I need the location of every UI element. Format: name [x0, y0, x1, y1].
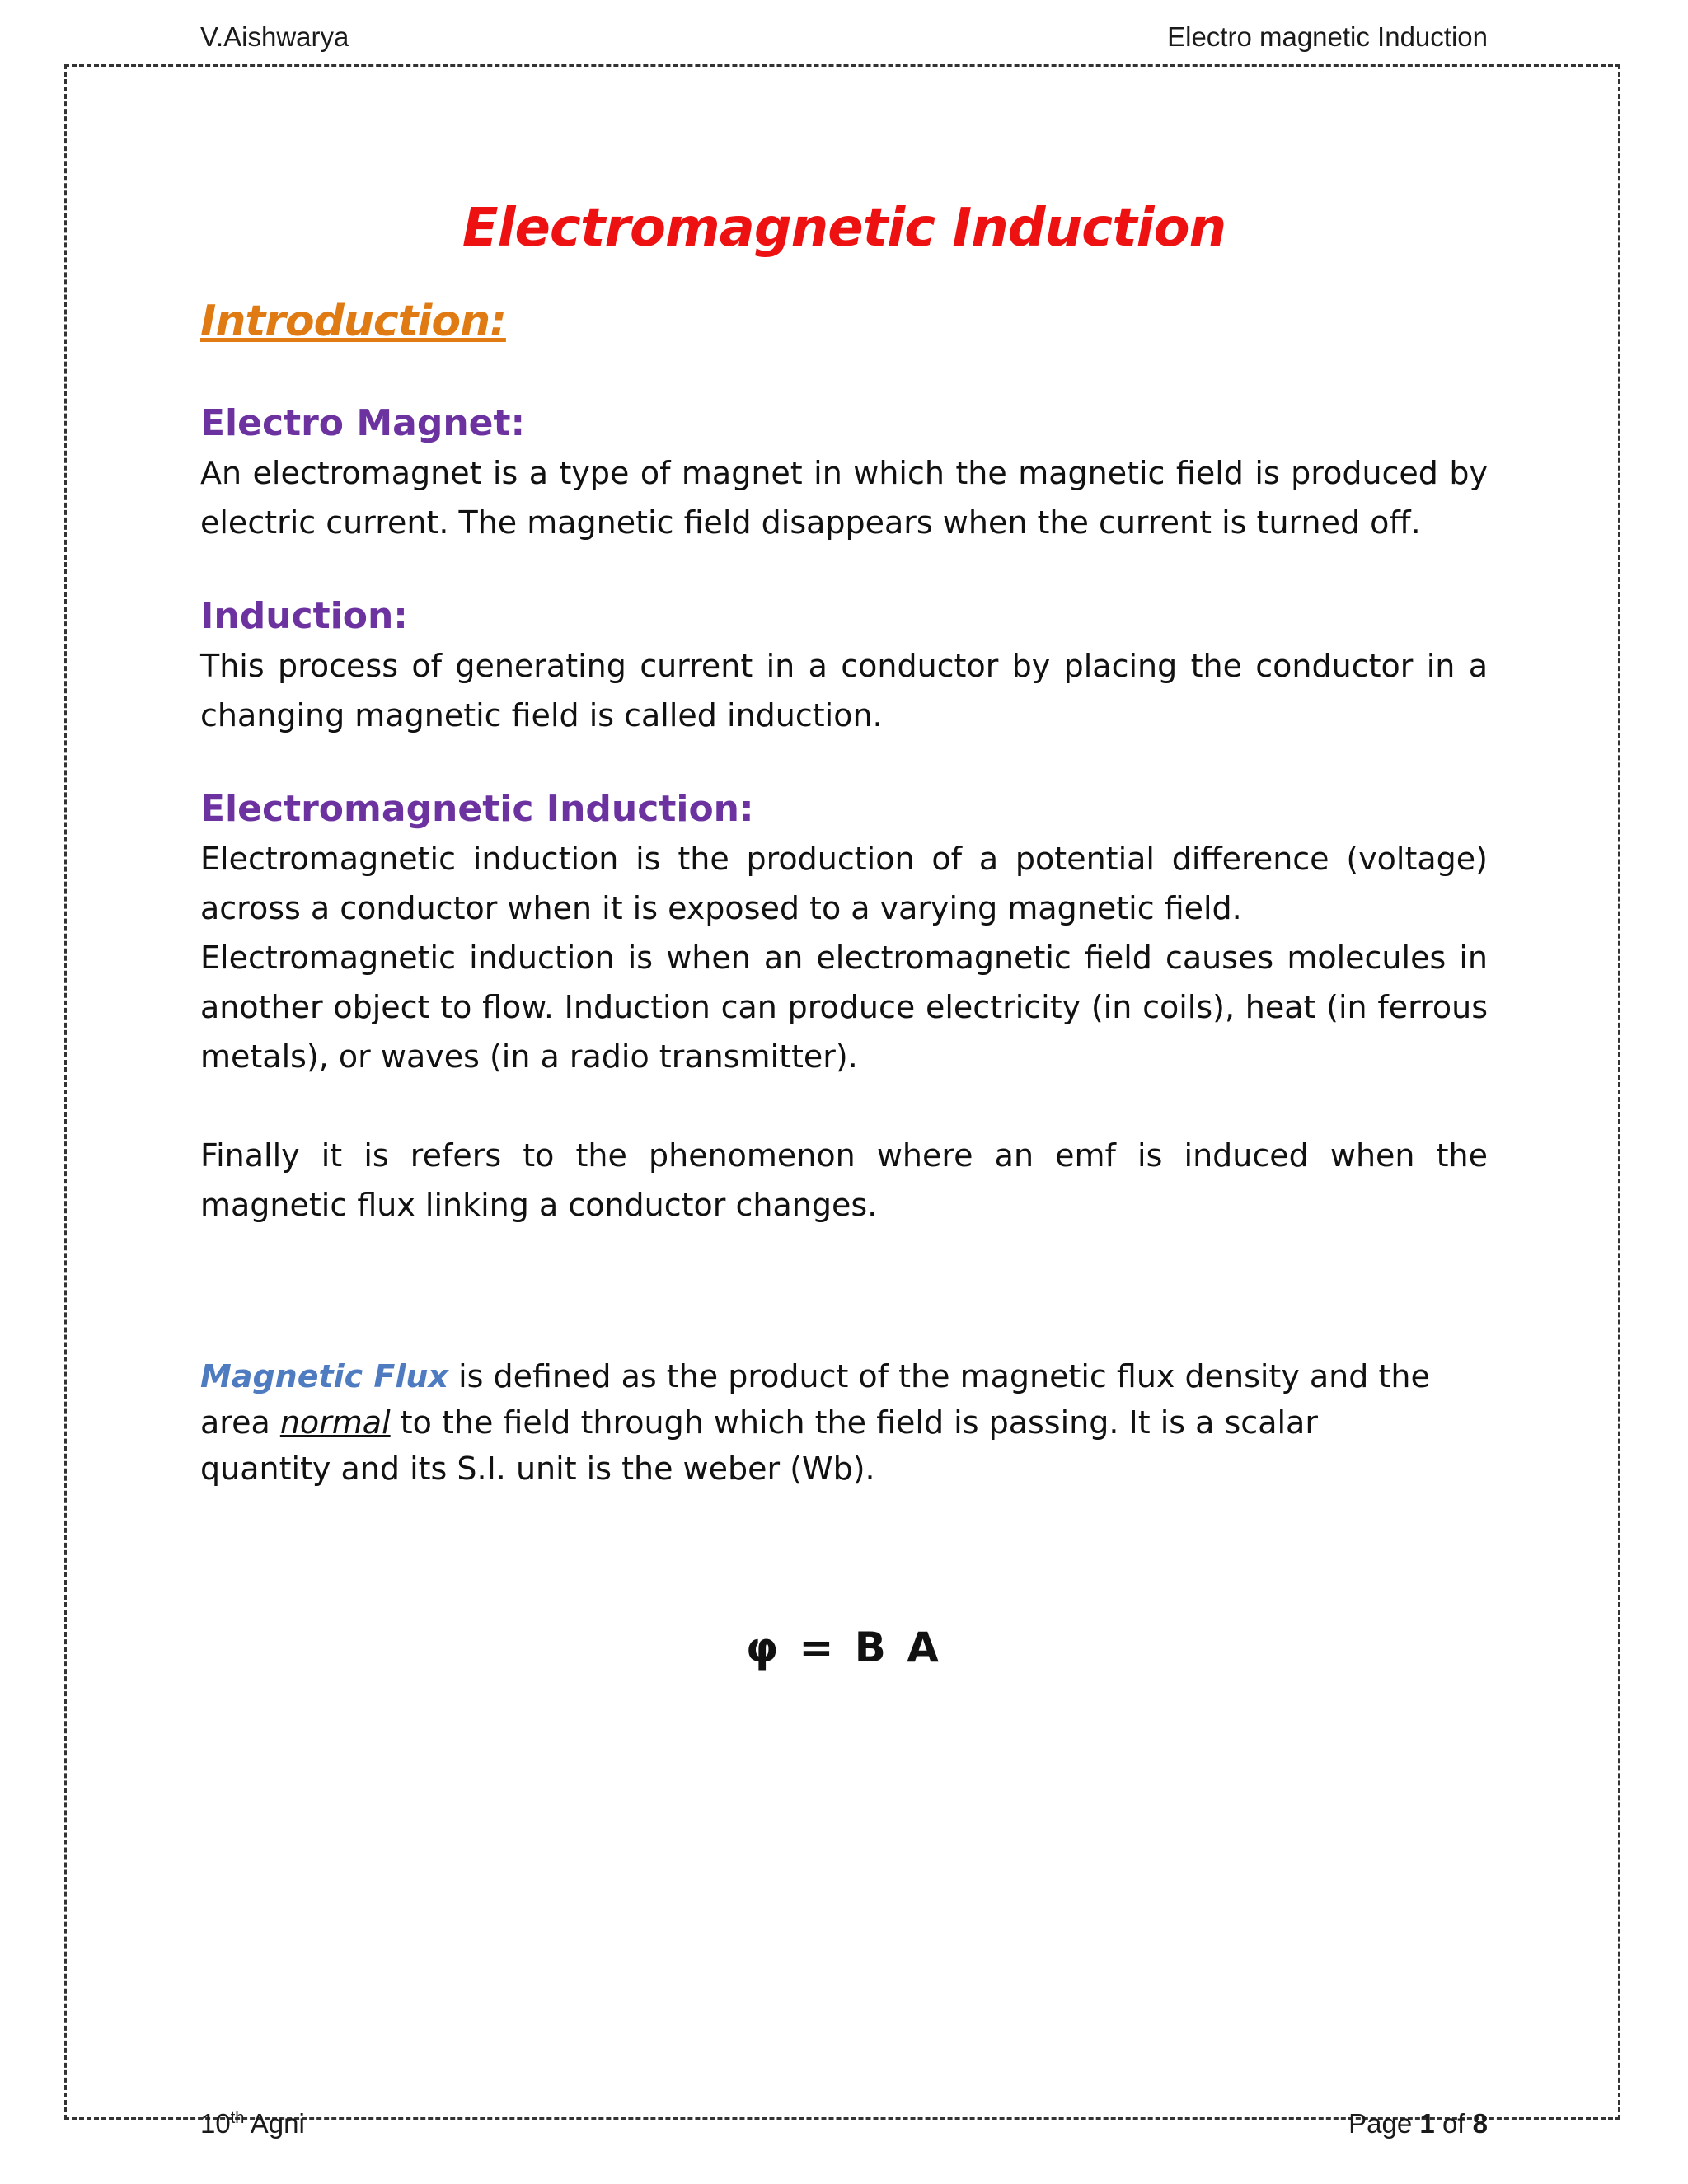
footer-page-number	[1348, 2108, 1488, 2139]
section-electromagnetic-induction	[200, 785, 1488, 1230]
page-content	[200, 198, 1488, 1671]
header-author: V.Aishwarya	[200, 21, 349, 52]
flux-formula: φ = B A	[745, 1624, 943, 1671]
introduction-heading: Introduction:	[200, 297, 506, 346]
em-induction-text-1: Electromagnetic induction is the production of a potential difference (voltage) across a conductor when it is exposed to a varying magnetic field.	[200, 841, 1488, 926]
induction-text: This process of generating current in a conductor by placing the conductor in a changing magnetic field is called induction.	[200, 648, 1488, 733]
em-induction-heading: Electromagnetic Induction:	[200, 788, 754, 830]
magnetic-flux-term: Magnetic Flux	[200, 1358, 448, 1394]
footer-grade	[200, 2108, 305, 2139]
section-electro-magnet	[200, 399, 1488, 547]
electro-magnet-text: An electromagnet is a type of magnet in which the magnetic field is produced by electric current. The magnetic field disappears when the current is turned off.	[200, 455, 1488, 541]
em-induction-text-2: Electromagnetic induction is when an electromagnetic field causes molecules in another object to flow. Induction can produce electricity (in coils), heat (in ferrous metals), or waves (in a radio transmitter).	[200, 940, 1488, 1075]
electro-magnet-heading: Electro Magnet:	[200, 402, 526, 444]
section-induction	[200, 592, 1488, 740]
grade-name: Agni	[244, 2108, 305, 2139]
page-total: 8	[1472, 2108, 1488, 2139]
flux-text-part-1: is defined as the product of the magnetic flux density and the area	[200, 1358, 1430, 1441]
page-of: of	[1434, 2108, 1473, 2139]
header-doc-title: Electro magnetic Induction	[1167, 21, 1488, 52]
grade-number: 10	[200, 2108, 231, 2139]
grade-suffix: th	[230, 2109, 245, 2127]
induction-heading: Induction:	[200, 595, 408, 637]
document-title: Electromagnetic Induction	[462, 198, 1226, 259]
magnetic-flux-paragraph	[200, 1353, 1453, 1492]
page-prefix: Page	[1348, 2108, 1420, 2139]
flux-text-part-2: to the field through which the field is passing. It is a scalar quantity and its S.I. unit is the weber (Wb).	[200, 1404, 1318, 1487]
em-induction-text-3: Finally it is refers to the phenomenon where an emf is induced when the magnetic flux linking a conductor changes.	[200, 1137, 1488, 1223]
flux-normal-word: normal	[279, 1404, 391, 1441]
page-current: 1	[1419, 2108, 1435, 2139]
